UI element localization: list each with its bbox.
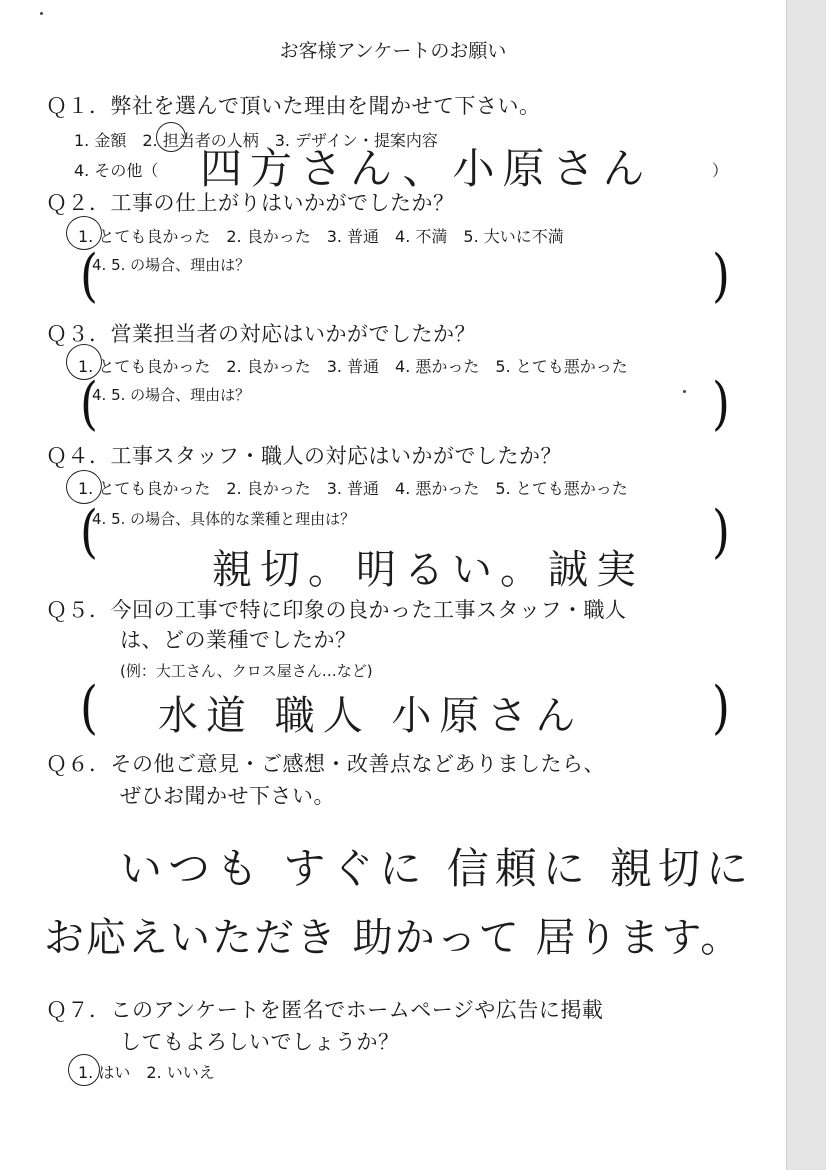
q4-options: 1. とても良かった 2. 良かった 3. 普通 4. 悪かった 5. とても悪かった	[78, 479, 628, 498]
q6-handwritten-line1: いつも すぐに 信頼に 親切に	[120, 844, 755, 893]
q1-options: 1. 金額 2. 担当者の人柄 3. デザイン・提案内容	[74, 131, 438, 150]
q1-question: Ｑ１．弊社を選んで頂いた理由を聞かせて下さい。	[46, 94, 541, 118]
scan-speck	[683, 390, 686, 393]
q1-other-close: ）	[712, 161, 729, 180]
q5-paren-close: )	[712, 673, 730, 741]
q6-question-line1: Ｑ６．その他ご意見・ご感想・改善点などありましたら、	[46, 752, 605, 776]
q7-question-line1: Ｑ７．このアンケートを匿名でホームページや広告に掲載	[46, 998, 604, 1022]
q6-handwritten-line2: お応えいただき 助かって 居ります。	[44, 915, 743, 961]
q3-paren-open: (	[80, 369, 98, 437]
q7-selected-circle	[68, 1054, 100, 1086]
q2-paren-close: )	[712, 241, 730, 309]
q2-paren-open: (	[80, 241, 98, 309]
q2-question: Ｑ２．工事の仕上がりはいかがでしたか？	[46, 191, 455, 215]
q5-paren-open: (	[80, 673, 98, 741]
q1-selected-circle	[156, 122, 186, 152]
q5-example: (例：大工さん、クロス屋さん…など)	[120, 662, 373, 680]
q4-paren-open: (	[80, 497, 98, 565]
q3-paren-close: )	[712, 369, 730, 437]
q2-options: 1. とても良かった 2. 良かった 3. 普通 4. 不満 5. 大いに不満	[78, 227, 564, 246]
q5-question-line1: Ｑ５．今回の工事で特に印象の良かった工事スタッフ・職人	[46, 598, 627, 622]
q3-options: 1. とても良かった 2. 良かった 3. 普通 4. 悪かった 5. とても悪かった	[78, 357, 628, 376]
page-title: お客様アンケートのお願い	[279, 40, 507, 62]
q6-question-line2: ぜひお聞かせ下さい。	[120, 784, 335, 808]
scan-edge	[786, 0, 826, 1170]
q4-paren-close: )	[712, 497, 730, 565]
q4-question: Ｑ４．工事スタッフ・職人の対応はいかがでしたか？	[46, 444, 562, 468]
q7-options: 1. はい 2. いいえ	[78, 1063, 215, 1082]
q4-reason-label: 4. 5. の場合、具体的な業種と理由は？	[92, 510, 356, 528]
q2-reason-label: 4. 5. の場合、理由は？	[92, 256, 251, 274]
q7-question-line2: してもよろしいでしょうか？	[120, 1030, 400, 1054]
q1-handwritten-answer: 四方さん、小原さん	[200, 144, 653, 193]
q3-reason-label: 4. 5. の場合、理由は？	[92, 386, 251, 404]
scan-speck	[40, 12, 43, 15]
q5-handwritten-answer: 水道 職人 小原さん	[158, 693, 584, 739]
q4-handwritten-answer: 親切。明るい。誠実	[212, 547, 644, 593]
q3-question: Ｑ３．営業担当者の対応はいかがでしたか？	[46, 322, 476, 346]
q1-other-label: 4. その他（	[74, 161, 159, 180]
q5-question-line2: は、どの業種でしたか？	[120, 628, 357, 652]
